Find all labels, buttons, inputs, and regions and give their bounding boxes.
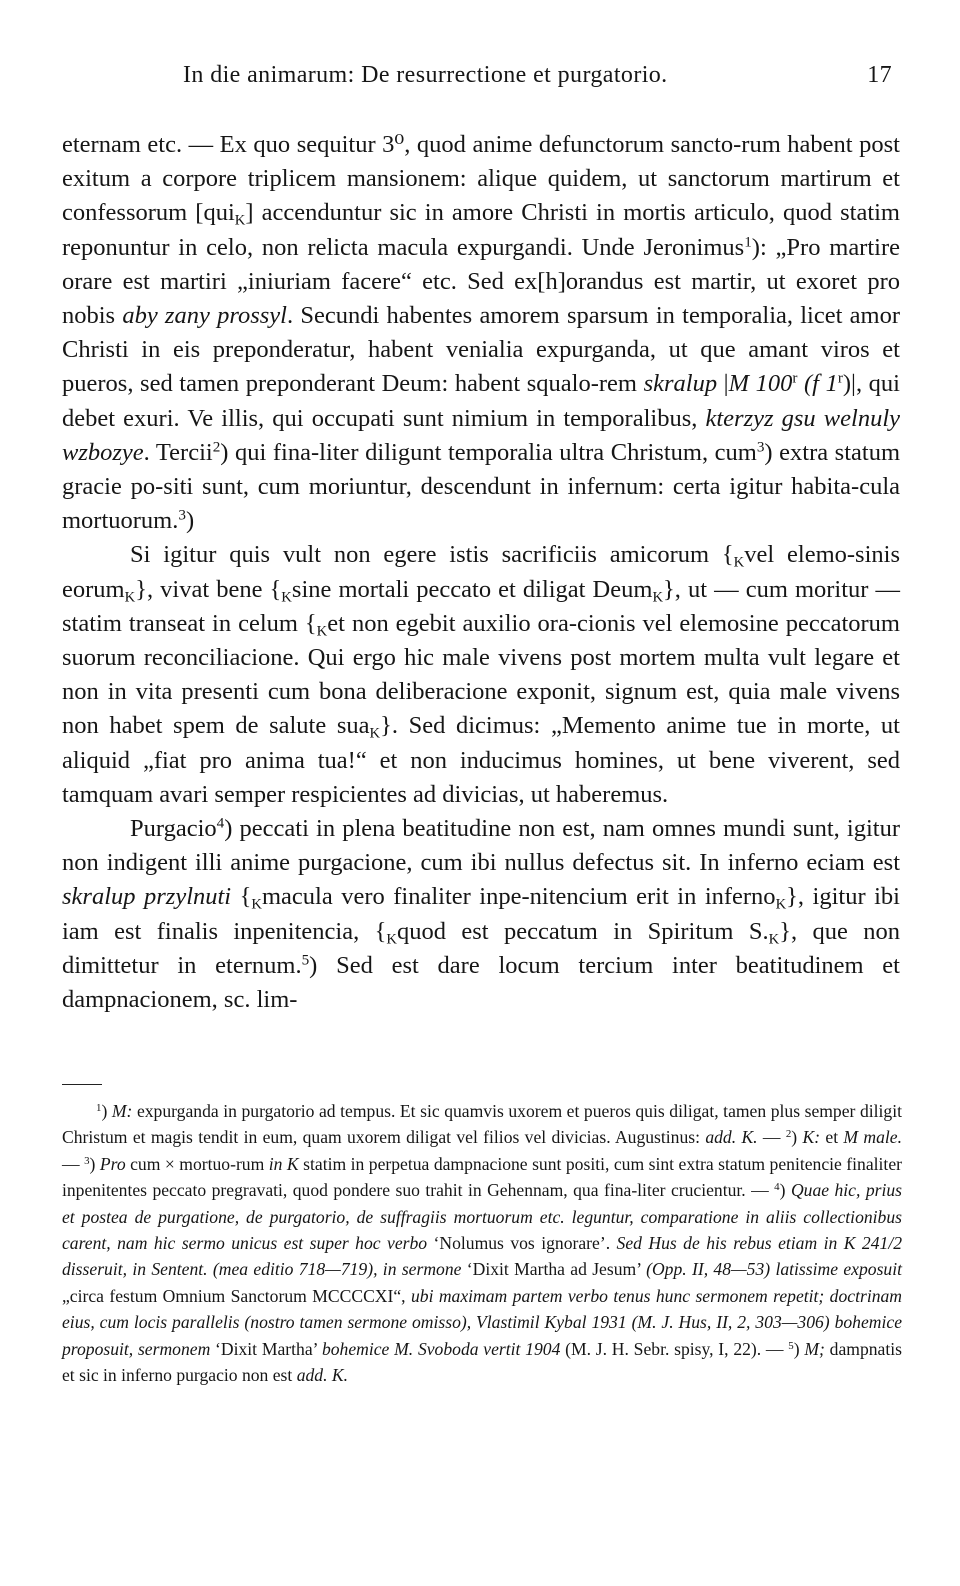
czech-gloss: kterzyz gsu welnuly wzbozye	[62, 404, 900, 466]
running-header	[60, 62, 898, 98]
paragraph-1	[62, 128, 900, 538]
text-run: vel elemo-sinis eorum	[62, 541, 900, 603]
manuscript-siglum: K	[775, 896, 787, 913]
editorial-note: Quae hic, prius et postea de purgatione, de purgatorio, de suffragiis mortuorum etc. leguntur, comparatione in aliis collectionibus carent, nam hic sermo unicus est super hoc verbo	[62, 1180, 902, 1254]
manuscript-siglum: K	[733, 554, 745, 571]
text-run: )|, qui debet exuri. Ve illis, qui occupati sunt nimium in temporalibus,	[62, 370, 900, 432]
note-run: statim in perpetua dampnacione sunt positi, cum sint extra statum penitencie finaliter inpenitentes peccato pregravati, quod pondere suo trahit in Gehennam, qua fina-liter crucientur. —	[62, 1153, 902, 1201]
paragraph-3	[62, 812, 900, 1017]
editorial-note: M male.	[843, 1127, 902, 1148]
editorial-note: add. K.	[705, 1127, 758, 1148]
note-run: ‘Dixit Martha’	[210, 1338, 322, 1359]
manuscript-siglum: K	[251, 896, 262, 913]
page-number: 17	[867, 62, 892, 88]
footnote-number: 2	[785, 1128, 792, 1141]
footnote-number: 4	[774, 1181, 780, 1194]
note-run: expurganda in purgatorio ad tempus. Et sic quamvis uxorem et pueros quis diligat, tamen plus semper diligit Christum et magis tendit in eum, quam uxorem diligat vel filios vel divicias. Augustinus:	[62, 1101, 902, 1148]
note-run: et	[820, 1127, 844, 1148]
manuscript-siglum: K	[369, 725, 381, 742]
text-run: |	[717, 370, 729, 398]
note-run: )	[791, 1127, 803, 1148]
text-run: ) extra statum gracie po-siti sunt, cum moriuntur, descendunt in infernum: certa igitur habita-cula mortuorum.	[62, 438, 901, 535]
footnotes	[62, 1098, 902, 1388]
note-run: ‘Nolumus vos ignorare’.	[427, 1233, 617, 1254]
text-run: )	[185, 507, 195, 535]
folio-side: r	[792, 370, 798, 388]
note-run: —	[757, 1127, 786, 1148]
text-run: {	[231, 883, 252, 911]
note-run: —	[62, 1153, 85, 1174]
text-run: ) qui fina-liter diligunt temporalia ultra Christum, cum	[220, 438, 757, 466]
note-run: (M. J. H. Sebr. spisy, I, 22). —	[560, 1338, 789, 1359]
text-run: eternam etc. — Ex quo sequitur 3⁰, quod anime defunctorum sancto-rum habent post exitum a corpore triplicem mansionem: alique quidem, ut sanctorum martirum et confessorum [qui	[62, 131, 900, 227]
manuscript-siglum: K	[386, 931, 397, 948]
text-run: Si igitur quis vult non egere istis sacrificiis amicorum {	[130, 541, 734, 569]
folio-side: r	[837, 370, 843, 388]
text-run: ): „Pro martire orare est martiri „iniuriam facere“ etc. Sed ex[h]orandus est martir, ut exoret pro nobis	[62, 233, 900, 330]
editorial-note: (Opp. II, 48—53) latissime exposuit	[646, 1259, 902, 1280]
manuscript-reference: M 100	[728, 370, 793, 398]
editorial-note: in K	[268, 1153, 299, 1174]
manuscript-siglum: K	[652, 589, 664, 606]
editorial-note: add. K.	[296, 1365, 349, 1386]
manuscript-siglum: K	[281, 589, 292, 606]
footnote-block	[62, 1098, 902, 1388]
footnote-separator	[62, 1084, 102, 1085]
text-run: et non egebit auxilio ora-cionis vel elemosine peccatorum suorum reconciliacione. Qui ergo hic male vivens post mortem multa vult legare et non in vita presenti cum bona deliberacione exponit, signum est, quia male vivens non habet spem de salute sua	[62, 609, 900, 740]
czech-gloss: aby zany prossyl	[122, 302, 287, 330]
editorial-note: Sed Hus de his rebus etiam in K 241/2 disseruit, in Sentent. (mea editio 718—719), in sermone	[62, 1233, 903, 1280]
footnote-ref: 4	[216, 814, 225, 832]
text-run: ] accenduntur sic in amore Christi in mortis articulo, quod statim reponuntur in celo, non relicta macula expurgandi. Unde Jeronimus	[62, 199, 900, 261]
manuscript-siglum: K	[316, 623, 328, 640]
running-title: In die animarum: De resurrectione et purgatorio.	[183, 62, 668, 88]
note-run: )	[779, 1180, 791, 1201]
manuscript-siglum: K	[124, 589, 136, 606]
editorial-note: ubi maximam partem verbo tenus hunc sermonem repetit; doctrinam eius, cum locis parallelis (nostro tamen sermone omisso), Vlastimil Kybal 1931 (M. J. Hus, II, 2, 303—306) bohemice proposuit, sermonem	[62, 1285, 903, 1359]
text-run: . Secundi habentes amorem sparsum in temporalia, licet amor Christi in eis preponderatur, habent venialia expurganda, ut que amant viros et pueros, sed tamen preponderant Deum: habent squalo-rem	[62, 302, 900, 398]
text-run: sine mortali peccato et diligat Deum	[291, 575, 653, 603]
czech-gloss: skralup przylnuti	[62, 883, 232, 911]
footnote-ref: 2	[212, 438, 221, 456]
text-run: }, que non dimittetur in eternum.	[62, 917, 900, 979]
czech-gloss: skralup	[643, 370, 718, 398]
note-run: )	[793, 1338, 805, 1359]
footnote-ref: 5	[301, 951, 310, 969]
note-run: )	[101, 1101, 112, 1121]
siglum: M;	[804, 1338, 825, 1359]
paragraph-2	[62, 538, 900, 812]
editorial-note: bohemice M. Svoboda vertit 1904	[321, 1338, 561, 1359]
note-run: dampnatis et sic in inferno purgacio non est	[62, 1338, 902, 1386]
footnote-ref: 3	[756, 438, 765, 456]
text-run: }, ut — cum moritur — statim transeat in celum {	[62, 575, 900, 637]
footnote-number: 5	[788, 1339, 794, 1352]
manuscript-siglum: K	[768, 931, 780, 948]
footnote-number: 3	[84, 1154, 90, 1167]
manuscript-siglum: K	[234, 212, 246, 229]
note-run: )	[89, 1153, 100, 1174]
text-run: ) Sed est dare locum tercium inter beatitudinem et dampnacionem, sc. lim-	[62, 951, 900, 1014]
text-run: . Tercii	[143, 438, 213, 466]
text-run: }. Sed dicimus: „Memento anime tue in morte, ut aliquid „fiat pro anima tua!“ et non inducimus homines, ut bene viverent, sed tamquam avari semper respicientes ad divicias, ut haberemus.	[62, 712, 900, 808]
text-run: }, vivat bene {	[135, 575, 282, 603]
manuscript-reference: (	[797, 370, 813, 398]
footnote-ref: 3	[178, 506, 186, 524]
note-run: cum × mortuo-rum	[125, 1153, 269, 1174]
text-run: macula vero finaliter inpe-nitencium erit in inferno	[262, 883, 776, 911]
footnote-number: 1	[96, 1102, 102, 1114]
text-run: Purgacio	[130, 815, 217, 843]
text-run: ) peccati in plena beatitudine non est, nam omnes mundi sunt, igitur non indigent illi anime purgacione, cum ibi nullus defectus sit. In inferno eciam est	[62, 815, 900, 877]
main-text	[62, 128, 900, 1017]
text-run: }, igitur ibi iam est finalis inpenitencia, {	[62, 883, 900, 945]
text-run: quod est peccatum in Spiritum S.	[396, 917, 769, 945]
note-run: ‘Dixit Martha ad Jesum’	[461, 1259, 647, 1280]
siglum: M:	[111, 1101, 133, 1121]
note-run: „circa festum Omnium Sanctorum MCCCCXI“,	[62, 1285, 411, 1306]
editorial-note: Pro	[99, 1153, 126, 1174]
footnote-ref: 1	[744, 233, 752, 251]
siglum: K:	[802, 1127, 821, 1148]
manuscript-reference: f 1	[812, 370, 838, 398]
